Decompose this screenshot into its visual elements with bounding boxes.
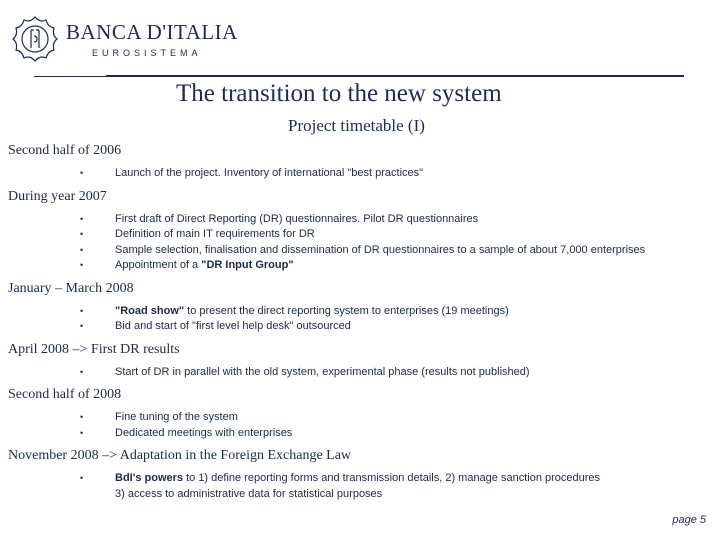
bullet-icon: •	[80, 473, 84, 483]
item-bold-text: BdI's powers	[115, 472, 184, 484]
item-bold-text: "DR Input Group"	[201, 259, 294, 271]
list-item	[8, 243, 714, 259]
list-item	[8, 212, 714, 228]
bullet-list	[8, 304, 714, 335]
banca-ditalia-logo-icon	[10, 14, 60, 64]
list-item	[8, 426, 714, 442]
item-text: Definition of main IT requirements for DR	[115, 228, 315, 240]
item-text: 3) access to administrative data for statistical purposes	[115, 487, 383, 500]
item-text: Dedicated meetings with enterprises	[115, 426, 293, 439]
section-jan-mar-2008	[8, 280, 714, 335]
bullet-icon: •	[80, 229, 84, 239]
logo-title: BANCA D'ITALIA	[66, 20, 238, 44]
bullet-icon: •	[80, 427, 84, 438]
item-text: Appointment of a	[115, 259, 202, 271]
section-second-half-2006	[8, 142, 714, 182]
section-heading: January – March 2008	[8, 280, 134, 296]
slide-title: The transition to the new system	[176, 80, 502, 107]
item-text: Start of DR in parallel with the old system, experimental phase (results not published)	[115, 365, 530, 378]
slide-subtitle: Project timetable (I)	[288, 116, 425, 135]
bullet-list	[8, 471, 714, 502]
bullet-list	[8, 410, 714, 441]
logo-subtitle: EUROSISTEMA	[92, 48, 202, 58]
section-november-2008	[8, 447, 714, 502]
section-heading: November 2008 –> Adaptation in the Foreign Exchange Law	[8, 448, 352, 463]
bullet-icon: •	[80, 321, 84, 331]
list-item	[8, 471, 714, 487]
bullet-icon: •	[80, 305, 84, 316]
bullet-icon: •	[80, 260, 84, 270]
bullet-list	[8, 365, 714, 381]
bullet-icon: •	[80, 244, 84, 255]
header-rule-thin	[34, 76, 106, 77]
item-text: Fine tuning of the system	[115, 411, 238, 423]
bullet-icon: •	[80, 366, 84, 377]
item-text: First draft of Direct Reporting (DR) questionnaires. Pilot DR questionnaires	[115, 212, 479, 225]
list-item	[8, 227, 714, 243]
bullet-list	[8, 212, 714, 274]
header-rule-thick	[106, 75, 684, 77]
bullet-icon: •	[80, 213, 84, 224]
bullet-list	[8, 166, 714, 182]
item-bold-text: "Road show"	[115, 304, 185, 317]
section-heading: Second half of 2006	[8, 143, 122, 158]
section-heading: During year 2007	[8, 188, 107, 204]
section-year-2007	[8, 188, 714, 274]
item-text: to present the direct reporting system to enterprises (19 meetings)	[184, 304, 509, 317]
list-item	[8, 410, 714, 426]
section-second-half-2008	[8, 386, 714, 441]
section-heading: April 2008 –> First DR results	[8, 341, 180, 357]
bullet-icon: •	[80, 412, 84, 422]
timetable-content	[8, 142, 714, 508]
item-text: Sample selection, finalisation and dissemination of DR questionnaires to a sample of about 7,000 enterprises	[115, 243, 646, 256]
section-heading: Second half of 2008	[8, 387, 122, 402]
list-item	[8, 304, 714, 320]
page-number: page 5	[672, 514, 706, 526]
list-item	[8, 319, 714, 335]
list-item	[8, 365, 714, 381]
item-text: Launch of the project. Inventory of international "best practices"	[115, 167, 424, 179]
logo-wordmark	[66, 20, 238, 58]
list-item	[8, 166, 714, 182]
item-text: Bid and start of "first level help desk" outsourced	[115, 320, 351, 332]
list-item	[8, 258, 714, 274]
list-item-continuation	[8, 487, 714, 503]
section-april-2008	[8, 341, 714, 381]
bullet-icon: •	[80, 168, 84, 178]
item-text: to 1) define reporting forms and transmission details, 2) manage sanction procedures	[183, 472, 601, 484]
